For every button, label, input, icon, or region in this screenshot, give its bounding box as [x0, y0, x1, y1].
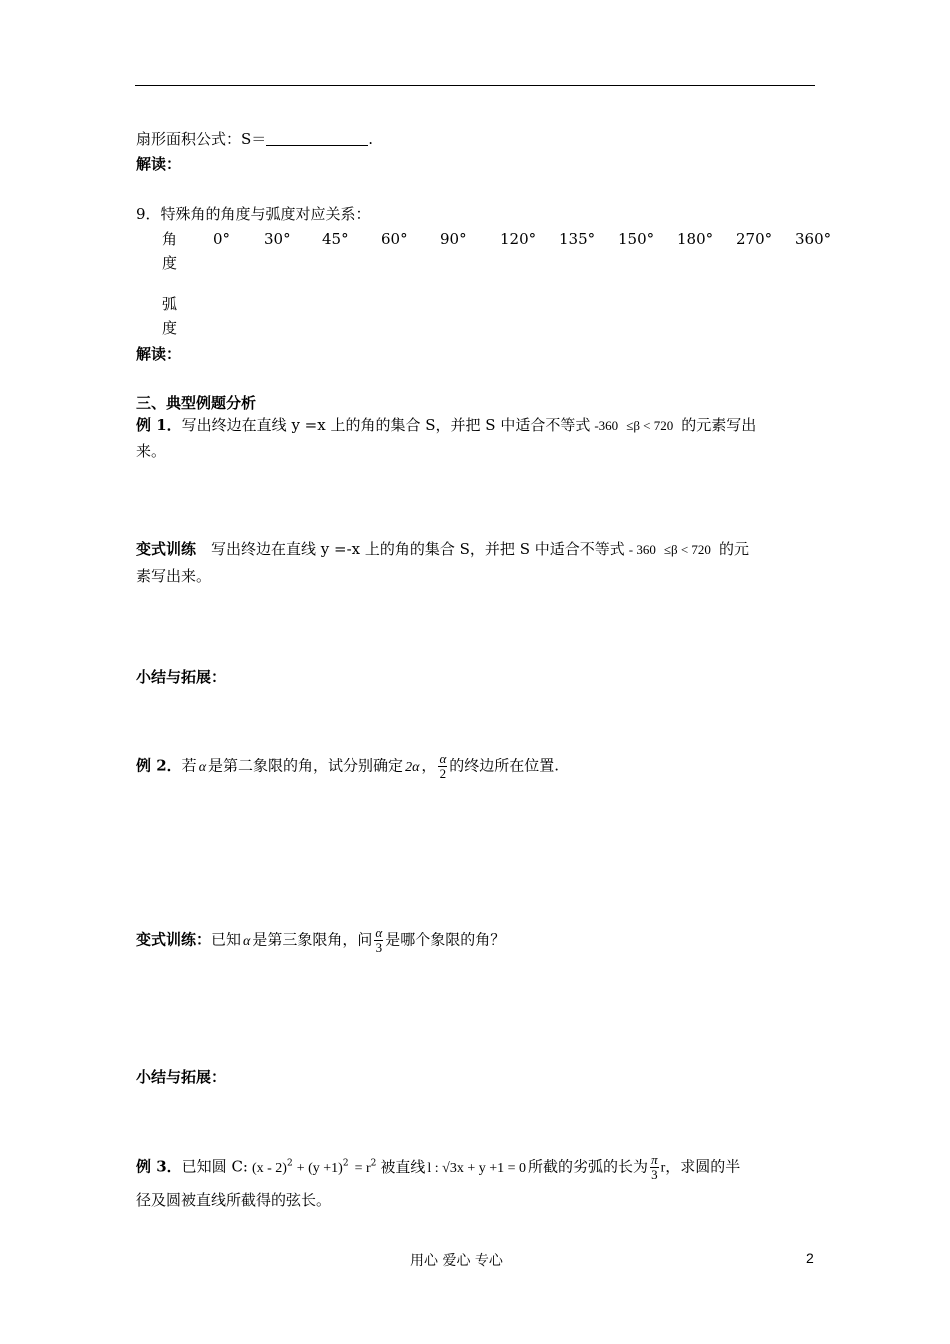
- degree-cell: 120°: [500, 230, 537, 248]
- degree-cell: 90°: [440, 230, 467, 248]
- page-number: 2: [806, 1250, 814, 1266]
- degree-cell: 150°: [618, 230, 655, 248]
- jiedu-label-1: 解读：: [136, 155, 182, 173]
- example-1-line-2: 来。: [136, 442, 167, 460]
- degree-cell: 180°: [677, 230, 714, 248]
- fraction: $\frac{\alpha}{3}$: [375, 925, 383, 955]
- variation-2-line: 变式训练：已知 α 是第三象限角，问 $\frac{\alpha}{3}$ 是哪个象限的角？: [136, 925, 506, 955]
- degree-cell: 270°: [736, 230, 773, 248]
- answer-blank: [266, 131, 368, 146]
- footer-motto: 用心 爱心 专心: [410, 1253, 503, 1269]
- jiedu-label-2: 解读：: [136, 345, 182, 363]
- example-2-line: 例 2．若 α 是第二象限的角，试分别确定 2α ， $\frac{\alpha}{2}$ 的终边所在位置.: [136, 751, 560, 781]
- row-degree-label-1: 角: [162, 230, 178, 248]
- variation-1-line-2: 素写出来。: [136, 567, 212, 585]
- degree-cell: 360°: [795, 230, 832, 248]
- degree-cell: 60°: [381, 230, 408, 248]
- degree-cell: 135°: [559, 230, 596, 248]
- row-degree-label-2: 度: [162, 254, 178, 272]
- row-radian-label-2: 度: [162, 319, 178, 337]
- item-9-heading: 9．特殊角的角度与弧度对应关系：: [136, 205, 371, 223]
- row-radian-label-1: 弧: [162, 295, 178, 313]
- degree-cell: 45°: [322, 230, 349, 248]
- example-3-line-2: 径及圆被直线所截得的弦长。: [136, 1191, 332, 1209]
- sector-area-formula: 扇形面积公式：S＝ .: [136, 130, 374, 148]
- section-3-heading: 三、典型例题分析: [136, 394, 257, 412]
- example-1-line-1: 例 1．写出终边在直线 y =x 上的角的集合 S，并把 S 中适合不等式 -360 ≤β < 720 的元素写出: [136, 416, 757, 434]
- summary-label-1: 小结与拓展：: [136, 668, 227, 686]
- summary-label-2: 小结与拓展：: [136, 1068, 227, 1086]
- degree-cell: 0°: [213, 230, 231, 248]
- header-rule: [135, 85, 815, 86]
- fraction: $\frac{\alpha}{2}$: [439, 751, 447, 781]
- example-3-line-1: 例 3．已知圆 C: $(x - 2)^2 + (y +1)^2 = r^2$ 被直线 l : √3x + y +1 = 0 所截的劣弧的长为 $\frac{\pi}{3}$ r，求圆的半: [136, 1152, 741, 1182]
- fraction: $\frac{\pi}{3}$: [651, 1152, 658, 1182]
- degree-cell: 30°: [264, 230, 291, 248]
- variation-1-line-1: 变式训练 写出终边在直线 y =-x 上的角的集合 S，并把 S 中适合不等式 - 360 ≤β < 720 的元: [136, 540, 749, 558]
